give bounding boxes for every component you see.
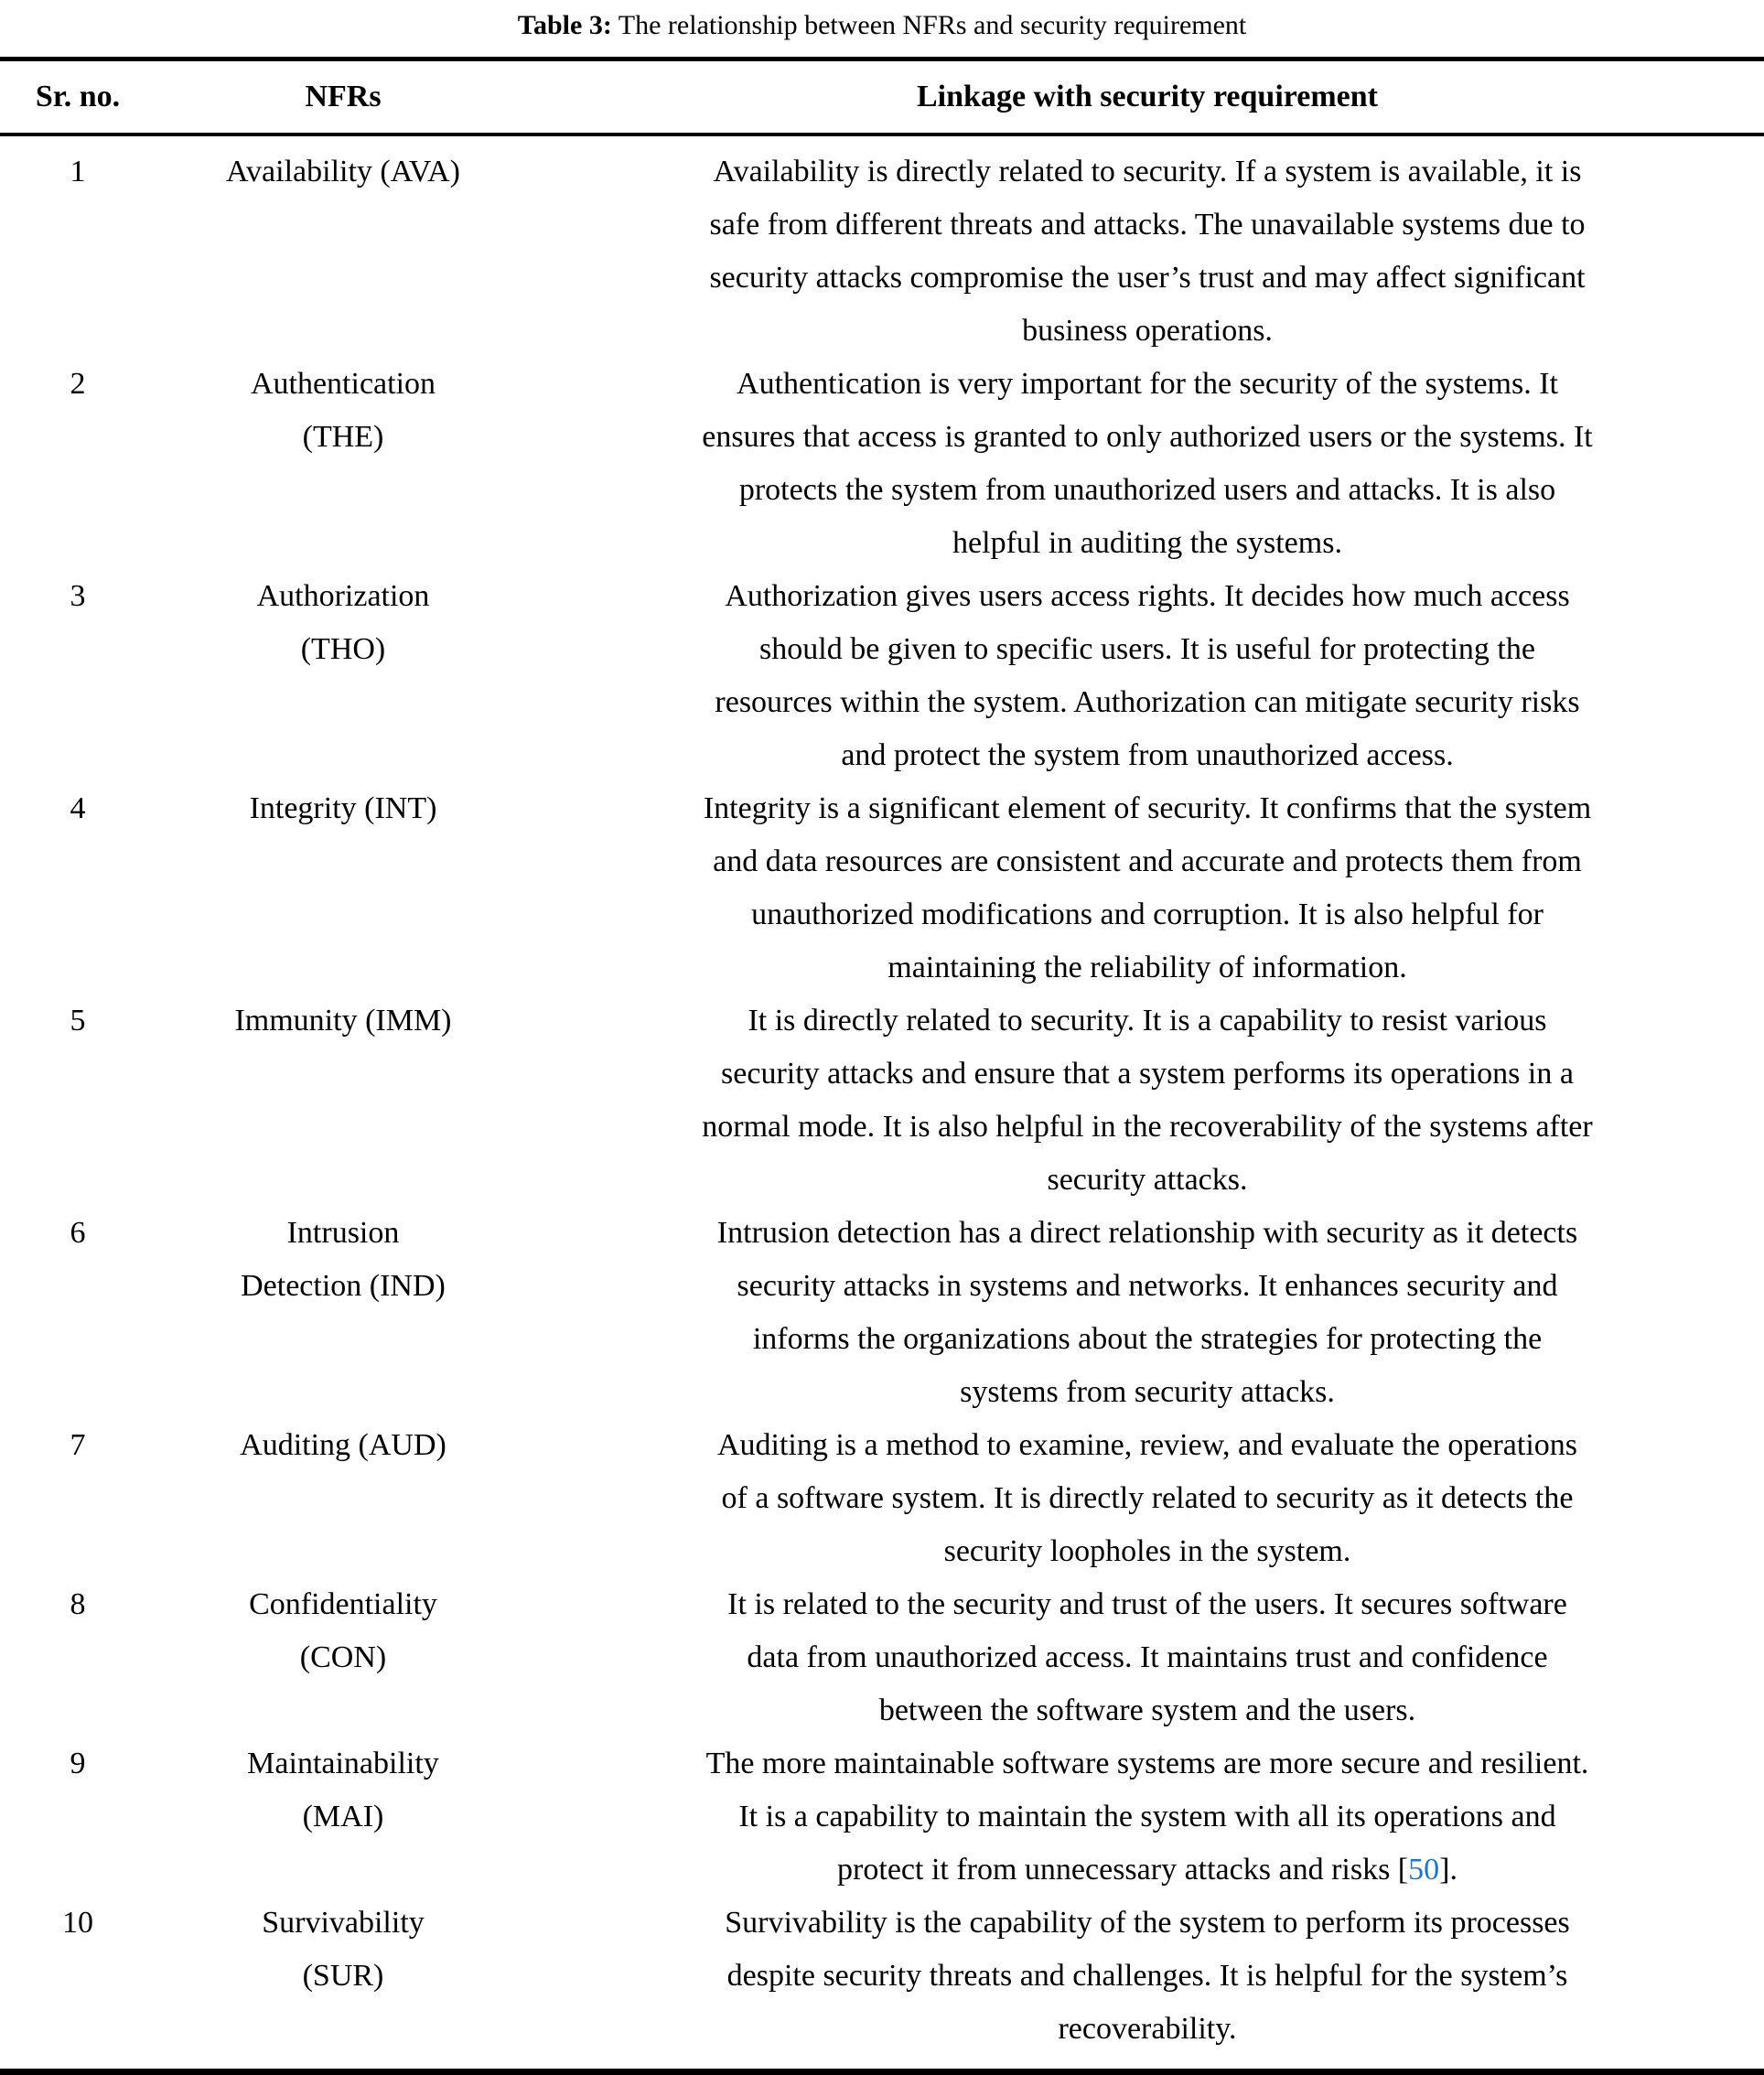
nfr-cell (156, 1737, 531, 1844)
linkage-line: security attacks. (1047, 1163, 1248, 1197)
linkage-line: Survivability is the capability of the system to perform its processes (725, 1906, 1570, 1940)
header-linkage: Linkage with security requirement (917, 80, 1378, 113)
nfr-cell (156, 570, 531, 676)
relationship-table (0, 57, 1764, 2075)
linkage-cell (531, 1419, 1764, 1578)
table-body (0, 136, 1764, 2069)
linkage-line: security attacks and ensure that a system performs its operations in a (721, 1057, 1574, 1091)
sr-number: 5 (70, 1004, 86, 1038)
linkage-line: data from unauthorized access. It maintains trust and confidence (747, 1640, 1548, 1674)
linkage-cell (531, 1737, 1764, 1897)
nfr-cell (156, 782, 531, 835)
nfr-cell (156, 1207, 531, 1313)
linkage-line: recoverability. (1058, 2012, 1237, 2046)
linkage-line: Authentication is very important for the security of the systems. It (737, 367, 1558, 401)
linkage-cell (531, 145, 1764, 358)
table-row (0, 1897, 1764, 2056)
linkage-line: resources within the system. Authorization can mitigate security risks (715, 685, 1580, 719)
linkage-line: Auditing is a method to examine, review, and evaluate the operations (716, 1428, 1578, 1462)
linkage-line-text: ]. (1439, 1853, 1457, 1887)
linkage-line: security attacks compromise the user’s trust and may affect significant (709, 261, 1586, 295)
sr-number: 9 (70, 1747, 86, 1780)
nfr-name-line: Authorization (256, 579, 430, 613)
table-row (0, 570, 1764, 782)
linkage-cell (531, 994, 1764, 1207)
table-row (0, 994, 1764, 1207)
linkage-cell (531, 1578, 1764, 1737)
nfr-cell (156, 358, 531, 464)
caption-label: Table 3: (517, 10, 612, 40)
linkage-line-text: protect it from unnecessary attacks and risks [ (837, 1853, 1409, 1887)
table-row (0, 782, 1764, 994)
linkage-cell (531, 782, 1764, 994)
linkage-line: Integrity is a significant element of security. It confirms that the system (703, 791, 1592, 825)
nfr-name-line: (SUR) (302, 1959, 384, 1993)
linkage-line: should be given to specific users. It is useful for protecting the (759, 632, 1535, 666)
sr-number: 8 (70, 1587, 86, 1621)
linkage-line: It is related to the security and trust of the users. It secures software (727, 1587, 1567, 1621)
sr-number: 4 (70, 791, 86, 825)
sr-number: 3 (70, 579, 86, 613)
linkage-line: helpful in auditing the systems. (952, 526, 1342, 560)
linkage-line: Availability is directly related to security. If a system is available, it is (713, 155, 1582, 188)
linkage-cell (531, 1207, 1764, 1419)
linkage-line: unauthorized modifications and corruption. It is also helpful for (751, 898, 1544, 931)
linkage-line: security attacks in systems and networks. It enhances security and (737, 1269, 1558, 1303)
nfr-name-line: Authentication (250, 367, 436, 401)
linkage-line: maintaining the reliability of information. (887, 951, 1407, 984)
linkage-line: The more maintainable software systems are more secure and resilient. (705, 1747, 1589, 1780)
linkage-line: It is directly related to security. It is a capability to resist various (748, 1004, 1547, 1038)
nfr-name-line: Auditing (AUD) (240, 1428, 446, 1462)
nfr-name-line: (THE) (302, 420, 384, 454)
sr-number: 10 (62, 1906, 93, 1940)
nfr-cell (156, 145, 531, 199)
header-row (0, 61, 1764, 136)
linkage-line: It is a capability to maintain the system with all its operations and (738, 1800, 1556, 1833)
nfr-name-line: Availability (AVA) (226, 155, 460, 188)
linkage-line: informs the organizations about the strategies for protecting the (752, 1322, 1543, 1356)
sr-number: 2 (70, 367, 86, 401)
nfr-name-line: Detection (IND) (241, 1269, 446, 1303)
nfr-cell (156, 994, 531, 1048)
linkage-line: and protect the system from unauthorized access. (841, 738, 1454, 772)
linkage-line: Intrusion detection has a direct relationship with security as it detects (716, 1216, 1578, 1250)
linkage-line: security loopholes in the system. (943, 1534, 1351, 1568)
table-row (0, 145, 1764, 358)
linkage-line: of a software system. It is directly related to security as it detects the (721, 1481, 1574, 1515)
header-nfrs: NFRs (305, 80, 382, 113)
linkage-line: systems from security attacks. (960, 1375, 1335, 1409)
citation-link[interactable]: 50 (1408, 1853, 1440, 1887)
nfr-name-line: (CON) (299, 1640, 387, 1674)
nfr-name-line: Integrity (INT) (249, 791, 437, 825)
nfr-name-line: (THO) (300, 632, 386, 666)
linkage-line: normal mode. It is also helpful in the recoverability of the systems after (702, 1110, 1593, 1144)
linkage-line: despite security threats and challenges. It is helpful for the system’s (726, 1959, 1568, 1993)
linkage-line: between the software system and the users. (878, 1693, 1416, 1727)
linkage-cell (531, 570, 1764, 782)
table-row (0, 1207, 1764, 1419)
table-row (0, 358, 1764, 570)
header-sr-no: Sr. no. (35, 80, 121, 113)
linkage-line: and data resources are consistent and accurate and protects them from (713, 844, 1582, 878)
sr-number: 6 (70, 1216, 86, 1250)
linkage-cell (531, 1897, 1764, 2056)
caption-text: The relationship between NFRs and security requirement (611, 10, 1247, 40)
linkage-line: ensures that access is granted to only authorized users or the systems. It (702, 420, 1593, 454)
linkage-line: business operations. (1022, 314, 1273, 348)
linkage-line: protects the system from unauthorized users and attacks. It is also (738, 473, 1556, 507)
table-row (0, 1419, 1764, 1578)
linkage-cell (531, 358, 1764, 570)
table-caption (0, 0, 1764, 57)
linkage-line: Authorization gives users access rights. It decides how much access (725, 579, 1570, 613)
nfr-name-line: Intrusion (286, 1216, 400, 1250)
nfr-name-line: Immunity (IMM) (234, 1004, 452, 1038)
sr-number: 7 (70, 1428, 86, 1462)
sr-number: 1 (70, 155, 86, 188)
nfr-cell (156, 1578, 531, 1684)
table-row (0, 1737, 1764, 1897)
nfr-cell (156, 1897, 531, 2003)
linkage-line: safe from different threats and attacks. The unavailable systems due to (709, 208, 1586, 242)
nfr-name-line: Survivability (262, 1906, 425, 1940)
nfr-cell (156, 1419, 531, 1472)
nfr-name-line: Confidentiality (249, 1587, 437, 1621)
table-row (0, 1578, 1764, 1737)
nfr-name-line: Maintainability (247, 1747, 439, 1780)
nfr-name-line: (MAI) (302, 1800, 384, 1833)
linkage-line (543, 1844, 1751, 1897)
